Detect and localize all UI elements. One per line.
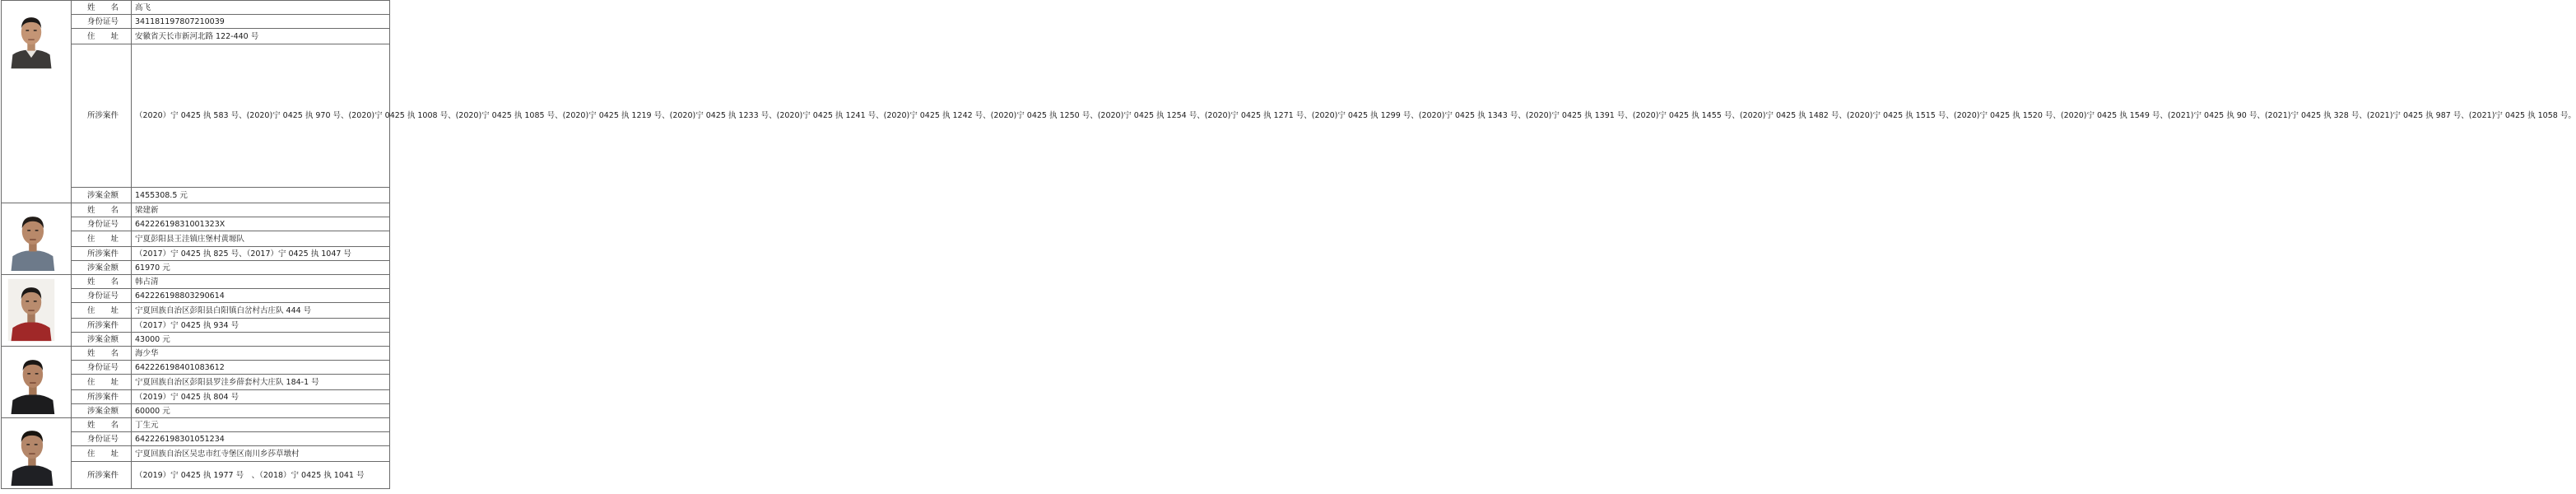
cases-label: 所涉案件 (72, 462, 132, 489)
person-portrait-image (5, 420, 71, 487)
id-label: 身份证号 (72, 361, 132, 375)
cases-label: 所涉案件 (72, 247, 132, 261)
cases-label: 所涉案件 (72, 390, 132, 404)
name-value: 韩占清 (132, 275, 390, 289)
id-value: 341181197807210039 (132, 15, 390, 29)
cases-value: （2017）宁 0425 执 825 号、（2017）宁 0425 执 1047 号 (132, 247, 390, 261)
id-value: 642226198301051234 (132, 432, 390, 446)
person-portrait-image (5, 277, 71, 345)
id-label: 身份证号 (72, 15, 132, 29)
name-value: 丁生元 (132, 418, 390, 432)
name-value: 海少华 (132, 347, 390, 361)
address-value: 宁夏彭阳县王洼镇庄堡村黄塬队 (132, 231, 390, 247)
amount-label: 涉案金额 (72, 404, 132, 418)
address-label: 住 址 (72, 446, 132, 462)
address-label: 住 址 (72, 29, 132, 44)
person-portrait-image (5, 348, 71, 417)
id-value: 642226198401083612 (132, 361, 390, 375)
amount-label: 涉案金额 (72, 333, 132, 347)
portrait-photo (2, 347, 72, 418)
table-row (2, 1, 390, 15)
name-value: 梁建新 (132, 203, 390, 217)
cases-label: 所涉案件 (72, 319, 132, 333)
cases-value: （2019）宁 0425 执 804 号 (132, 390, 390, 404)
address-value: 宁夏回族自治区彭阳县白阳镇白岔村古庄队 444 号 (132, 303, 390, 319)
amount-label: 涉案金额 (72, 261, 132, 275)
address-label: 住 址 (72, 303, 132, 319)
address-value: 宁夏回族自治区吴忠市红寺堡区南川乡莎草墩村 (132, 446, 390, 462)
amount-value: 60000 元 (132, 404, 390, 418)
address-label: 住 址 (72, 375, 132, 390)
amount-value: 43000 元 (132, 333, 390, 347)
address-value: 宁夏回族自治区彭阳县罗洼乡薛套村大庄队 184-1 号 (132, 375, 390, 390)
portrait-photo (2, 275, 72, 347)
amount-value: 61970 元 (132, 261, 390, 275)
name-label: 姓 名 (72, 418, 132, 432)
person-portrait-image (5, 7, 71, 198)
table-row (2, 347, 390, 361)
table-row (2, 275, 390, 289)
name-label: 姓 名 (72, 203, 132, 217)
cases-value: （2017）宁 0425 执 934 号 (132, 319, 390, 333)
cases-value: （2019）宁 0425 执 1977 号 、（2018）宁 0425 执 1041 号 (132, 462, 390, 489)
name-label: 姓 名 (72, 347, 132, 361)
address-label: 住 址 (72, 231, 132, 247)
person-portrait-image (5, 205, 71, 273)
cases-label: 所涉案件 (72, 44, 132, 188)
id-label: 身份证号 (72, 217, 132, 231)
table-row (2, 203, 390, 217)
id-value: 642226198803290614 (132, 289, 390, 303)
table-row (2, 418, 390, 432)
cases-value: （2020）宁 0425 执 583 号、(2020)宁 0425 执 970 号、(2020)宁 0425 执 1008 号、(2020)宁 0425 执 1085 号、(2020)宁 0425 执 1219 号、(2020)宁 0425 执 1233 号、(2020)宁 0425 执 1241 号、(2020)宁 0425 执 1242 号、(2020)宁 0425 执 1250 号、(2020)宁 0425 执 1254 号、(2020)宁 0425 执 1271 号、(2020)宁 0425 执 1299 号、(2020)宁 0425 执 1343 号、(2020)宁 0425 执 1391 号、(2020)宁 0425 执 1455 号、(2020)宁 0425 执 1482 号、(2020)宁 0425 执 1515 号、(2020)宁 0425 执 1520 号、(2020)宁 0425 执 1549 号、(2021)宁 0425 执 90 号、(2021)宁 0425 执 328 号、(2021)宁 0425 执 987 号、(2021)宁 0425 执 1058 号。 (132, 44, 390, 188)
id-label: 身份证号 (72, 289, 132, 303)
name-label: 姓 名 (72, 1, 132, 15)
id-value: 64222619831001323X (132, 217, 390, 231)
name-value: 高飞 (132, 1, 390, 15)
id-label: 身份证号 (72, 432, 132, 446)
portrait-photo (2, 203, 72, 275)
portrait-photo (2, 418, 72, 489)
portrait-photo (2, 1, 72, 203)
amount-label: 涉案金额 (72, 188, 132, 203)
name-label: 姓 名 (72, 275, 132, 289)
address-value: 安徽省天长市新河北路 122-440 号 (132, 29, 390, 44)
amount-value: 1455308.5 元 (132, 188, 390, 203)
debtor-records-table (1, 0, 2576, 489)
